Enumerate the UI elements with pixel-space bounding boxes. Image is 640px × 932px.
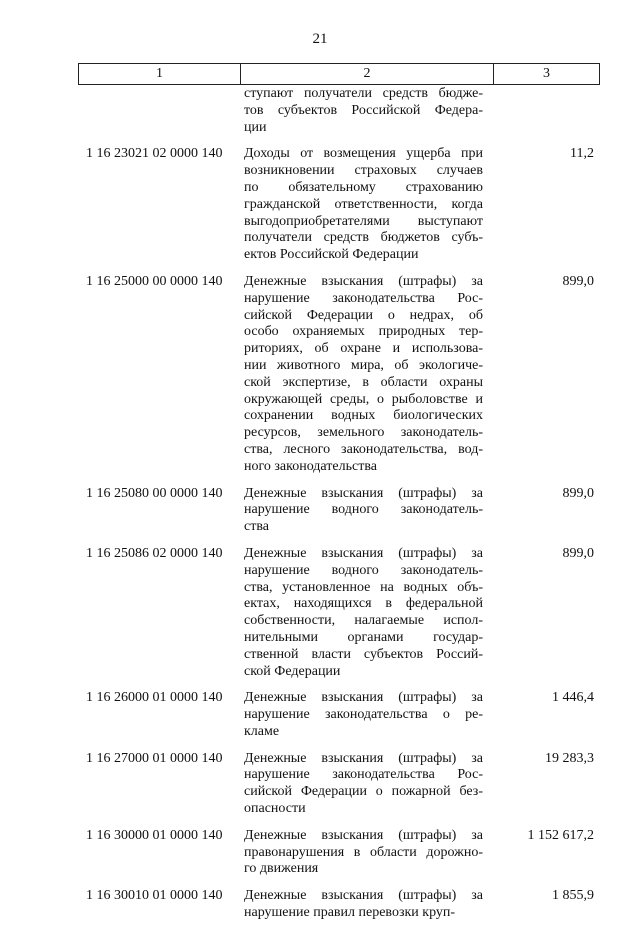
row-code: 1 16 30010 01 0000 140 — [86, 888, 223, 904]
row-amount — [493, 86, 600, 136]
row-name-line: правонарушения в области дорожно- — [244, 844, 483, 860]
row-amount: 1 446,4 — [552, 690, 594, 706]
row-name-line: нарушение водного законодатель- — [244, 502, 483, 518]
header-col-1: 1 — [79, 64, 241, 84]
row-code: 1 16 25080 00 0000 140 — [86, 485, 223, 501]
table-row — [78, 146, 600, 264]
table-row — [78, 828, 600, 878]
table-row — [78, 888, 600, 922]
row-amount: 19 283,3 — [545, 750, 594, 766]
table-row — [78, 751, 600, 818]
row-name-line: ектов Российской Федерации — [244, 247, 419, 263]
row-name-line: Доходы от возмещения ущерба при — [244, 146, 483, 162]
row-amount: 899,0 — [562, 273, 594, 289]
row-amount: 899,0 — [562, 545, 594, 561]
row-name-line: Денежные взыскания (штрафы) за — [244, 888, 483, 904]
row-name-line: по обязательному страхованию — [244, 179, 483, 195]
table-row — [78, 546, 600, 680]
row-name-line: Денежные взыскания (штрафы) за — [244, 273, 483, 289]
page-number: 21 — [312, 31, 328, 47]
row-name-line: собственности, налагаемые испол- — [244, 613, 483, 629]
row-name-line: окружающей среды, о рыболовстве и — [244, 391, 483, 407]
row-name-line: ства, установленное на водных объ- — [244, 579, 483, 595]
row-name-line: ской экспертизе, в области охраны — [244, 374, 483, 390]
row-code — [78, 86, 240, 136]
row-name — [240, 751, 493, 818]
row-name-line: нительными органами государ- — [244, 629, 483, 645]
row-amount: 1 855,9 — [552, 888, 594, 904]
row-name-line: опасности — [244, 801, 306, 817]
table-row — [78, 486, 600, 536]
row-name — [240, 828, 493, 878]
row-code: 1 16 25000 00 0000 140 — [86, 273, 223, 289]
row-code: 1 16 30000 01 0000 140 — [86, 827, 223, 843]
row-name-line: Денежные взыскания (штрафы) за — [244, 485, 483, 501]
row-amount: 899,0 — [562, 485, 594, 501]
table-row — [78, 86, 600, 136]
row-name-line: сийской Федерации о пожарной без- — [244, 784, 483, 800]
row-name-line: ства, лесного законодательства, вод- — [244, 441, 483, 457]
row-name-line: получатели средств бюджетов субъ- — [244, 230, 483, 246]
row-name-line: сийской Федерации о недрах, об — [244, 307, 483, 323]
row-amount: 11,2 — [570, 146, 594, 162]
row-name — [240, 146, 493, 264]
row-name — [240, 86, 493, 136]
row-name — [240, 274, 493, 476]
row-name-line: ступают получатели средств бюдже- — [244, 86, 483, 101]
row-code: 1 16 25086 02 0000 140 — [86, 545, 223, 561]
row-name-line: ственной власти субъектов Россий- — [244, 646, 483, 662]
row-name-line: Денежные взыскания (штрафы) за — [244, 750, 483, 766]
table-row — [78, 690, 600, 740]
row-name-line: Денежные взыскания (штрафы) за — [244, 690, 483, 706]
row-name-line: гражданской ответственности, когда — [244, 196, 483, 212]
header-col-3: 3 — [543, 66, 550, 81]
table-body — [78, 86, 600, 932]
row-name-line: Денежные взыскания (штрафы) за — [244, 827, 483, 843]
row-name-line: нии животного мира, об экологиче- — [244, 357, 483, 373]
row-name-line: ции — [244, 119, 267, 135]
row-name-line: особо охраняемых природных тер- — [244, 324, 483, 340]
row-name-line: ресурсов, земельного законодатель- — [244, 425, 483, 441]
row-name-line: возникновении страховых случаев — [244, 163, 483, 179]
row-name — [240, 888, 493, 922]
row-name-line: риториях, об охране и использова- — [244, 341, 483, 357]
row-code: 1 16 23021 02 0000 140 — [86, 146, 223, 162]
table-row — [78, 274, 600, 476]
row-name-line: нарушение законодательства Рос- — [244, 290, 483, 306]
header-col-2: 2 — [241, 64, 494, 84]
row-name-line: ного законодательства — [244, 458, 377, 474]
row-name-line: нарушение водного законодатель- — [244, 562, 483, 578]
row-name-line: го движения — [244, 861, 319, 877]
row-name-line: кламе — [244, 723, 280, 739]
row-name-line: нарушение законодательства Рос- — [244, 767, 483, 783]
row-amount: 1 152 617,2 — [527, 827, 594, 843]
row-name — [240, 690, 493, 740]
row-name-line: ектах, находящихся в федеральной — [244, 596, 483, 612]
row-name-line: ской Федерации — [244, 663, 341, 679]
row-code: 1 16 27000 01 0000 140 — [86, 750, 223, 766]
row-name-line: выгодоприобретателями выступают — [244, 213, 483, 229]
table-header — [78, 63, 600, 85]
row-name-line: тов субъектов Российской Федера- — [244, 102, 483, 118]
row-code: 1 16 26000 01 0000 140 — [86, 690, 223, 706]
row-name-line: сохранении водных биологических — [244, 408, 483, 424]
row-name-line: нарушение правил перевозки круп- — [244, 905, 456, 921]
row-name-line: Денежные взыскания (штрафы) за — [244, 545, 483, 561]
row-name-line: ства — [244, 519, 269, 535]
row-name — [240, 546, 493, 680]
row-name — [240, 486, 493, 536]
row-name-line: нарушение законодательства о ре- — [244, 707, 483, 723]
